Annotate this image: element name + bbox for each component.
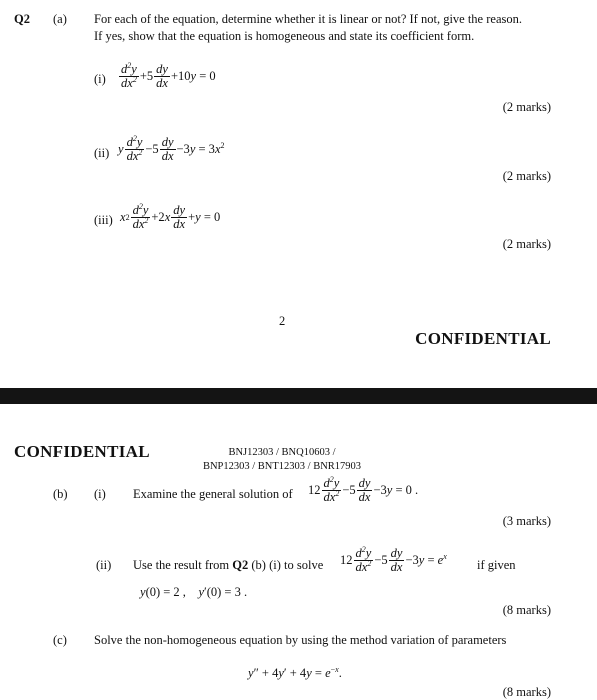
header-confidential: CONFIDENTIAL [14, 442, 150, 461]
b-ii-text [133, 558, 323, 573]
initial-conditions: y(0) = 2 , y′(0) = 3 . [140, 585, 248, 599]
b-ii-label: (ii) [96, 558, 112, 572]
item-i-marks: (2 marks) [502, 100, 551, 114]
instruction-line-1: For each of the equation, determine whether it is linear or not? If not, give the reason. [94, 12, 522, 26]
b-ii-text-after: (b) (i) to solve [251, 558, 324, 572]
course-codes-line-1: BNJ12303 / BNQ10603 / [228, 447, 336, 458]
item-ii-marks: (2 marks) [502, 169, 551, 183]
part-a-label: (a) [53, 12, 67, 26]
item-iii-marks: (2 marks) [502, 237, 551, 251]
item-ii-label: (ii) [94, 146, 110, 160]
equation-c: $y'' + 4y' + 4y = e^{-x}$. [248, 664, 342, 680]
page-divider [0, 388, 597, 404]
footer-confidential: CONFIDENTIAL [415, 329, 551, 348]
b-i-marks: (3 marks) [502, 514, 551, 528]
question-number: Q2 [14, 12, 30, 26]
b-ii-marks: (8 marks) [502, 603, 551, 617]
equation-ii: y $\frac{d^2y}{dx^2}$ −5 $\frac{dy}{dx}$ $-3y = 3x^2$ [118, 133, 225, 163]
course-codes [192, 446, 372, 474]
part-c-label: (c) [53, 633, 67, 647]
equation-b-i: 12 $\frac{d^2y}{dx^2}$ −5 $\frac{dy}{dx}$ −3y = 0 . [308, 474, 419, 504]
c-marks: (8 marks) [502, 685, 551, 699]
item-i-label: (i) [94, 72, 106, 86]
b-i-text: Examine the general solution of [133, 487, 293, 501]
equation-iii: x 2 $\frac{d^2y}{dx^2}$ +2x $\frac{dy}{dx}$ +y = 0 [120, 201, 221, 231]
b-ii-ref: Q2 [232, 558, 249, 572]
page-number: 2 [279, 314, 286, 328]
b-ii-text-before: Use the result from [133, 558, 230, 572]
part-b-label: (b) [53, 487, 68, 501]
b-i-label: (i) [94, 487, 106, 501]
c-text: Solve the non-homogeneous equation by using the method variation of parameters [94, 633, 507, 647]
instruction-line-2: If yes, show that the equation is homogeneous and state its coefficient form. [94, 29, 475, 43]
equation-b-ii: 12 $\frac{d^2y}{dx^2}$ −5 $\frac{dy}{dx}$ $-3y = e^x$ [340, 544, 447, 574]
equation-i: $\frac{d^2y}{dx^2}$ +5 $\frac{dy}{dx}$ +10y = 0 [121, 60, 216, 90]
course-codes-line-2: BNP12303 / BNT12303 / BNR17903 [202, 461, 362, 472]
item-iii-label: (iii) [94, 213, 113, 227]
b-ii-if-given: if given [477, 558, 516, 572]
